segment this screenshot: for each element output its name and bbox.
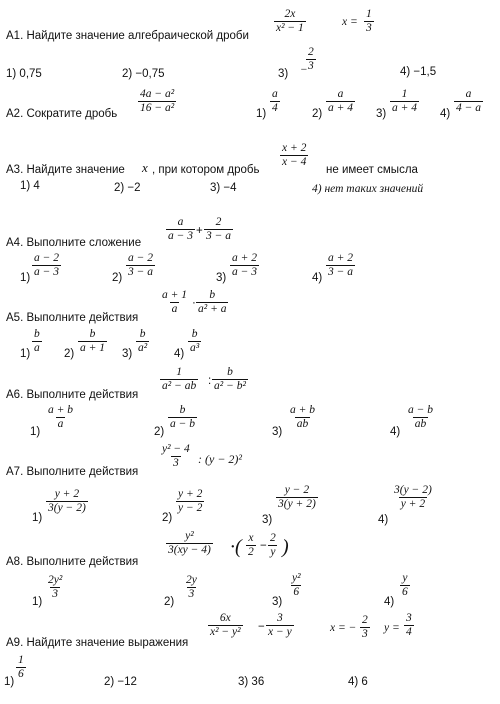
a5-opt4-den: a³ [190,342,200,355]
a2-option-2-label[interactable]: 2) [312,108,323,120]
a2-frac-den: 16 − a² [140,102,175,115]
a4-option-2-label[interactable]: 2) [112,272,123,284]
a8-option-4-label[interactable]: 4) [384,596,395,608]
a5-opt1-den: a [34,342,40,355]
a8-minus: − [260,540,267,552]
a8-option-4[interactable] [400,572,410,599]
a9-cxf-den: 3 [362,628,368,641]
a2-option-1[interactable] [270,88,280,115]
a2-option-3[interactable] [390,88,419,115]
a2-frac-num: 4a − a² [140,88,175,100]
a2-option-4-label[interactable]: 4) [440,108,451,120]
a7-option-2-label[interactable]: 2) [162,512,173,524]
a8-f1-num: y² [185,530,194,542]
a8-paren-frac-1 [246,532,256,559]
a9-fraction-2 [266,612,294,639]
a5-option-4-label[interactable]: 4) [174,348,185,360]
a4-opt2-den: 3 − a [128,266,154,279]
a8-opt4-num: y [402,572,408,584]
a4-opt1-den: a − 3 [34,266,60,279]
a6-opt2-den: a − b [170,418,196,431]
a9-fraction-1 [208,612,243,639]
a6-option-4-label[interactable]: 4) [390,426,401,438]
a5-opt4-num: b [191,328,198,340]
a5-f1-num: a + 1 [162,289,188,301]
a6-f1-den: a² − ab [162,380,197,393]
a3-option-1[interactable]: 1) 4 [20,180,40,192]
a2-opt1-den: 4 [272,102,278,115]
a8-option-1[interactable] [46,574,64,601]
a1-option-3[interactable]: 3) [278,68,289,80]
a4-f2-den: 3 − a [206,230,232,243]
a1-cond-frac [364,8,374,35]
a3-frac-num: x + 2 [282,142,307,154]
a9-minus: − [258,621,265,633]
a5-f2-den: a² + a [198,303,227,316]
a9-option-4[interactable]: 4) 6 [348,676,368,688]
a4-opt2-num: a − 2 [128,252,154,264]
a1-condition: x = [342,16,358,28]
a1-cond-num: 1 [366,8,372,20]
a5-opt2-num: b [89,328,96,340]
a2-opt2-den: a + 4 [328,102,354,115]
a4-plus: + [196,225,203,237]
a9-f1-num: 6x [219,612,231,624]
a1-opt3-sign: − [300,64,308,76]
a9-option-1[interactable] [16,654,26,681]
a3-fraction [280,142,308,169]
a2-opt1-num: a [272,88,278,100]
a9-cond-y-frac [404,612,414,639]
a5-option-1-label[interactable]: 1) [20,348,31,360]
a4-opt4-num: a + 2 [328,252,354,264]
a6-fraction-1 [160,366,198,393]
a8-paren-open: ·( [230,536,242,558]
a4-option-2[interactable] [126,252,155,279]
a6-divide: : [208,375,212,387]
a4-f1-den: a − 3 [168,230,194,243]
a9-f2-num: 3 [276,612,283,624]
a4-opt3-den: a − 3 [232,266,258,279]
a7-opt2-num: y + 2 [178,488,203,500]
a4-option-3[interactable] [230,252,259,279]
a8-f1-den: 3(xy − 4) [168,544,211,557]
a8-opt3-den: 6 [293,586,300,599]
a7-option-4-label[interactable]: 4) [378,514,389,526]
a4-fraction-1 [166,216,195,243]
a7-opt4-num: 3(y − 2) [394,484,432,496]
a8-p2-num: 2 [270,532,276,544]
a8-option-2-label[interactable]: 2) [164,596,175,608]
a4-opt1-num: a − 2 [34,252,60,264]
a2-option-4[interactable] [454,88,483,115]
a1-opt3-den: 3 [308,60,314,73]
a7-opt3-num: y − 2 [284,484,310,496]
a5-opt3-den: a² [138,342,148,355]
a5-question: А5. Выполните действия [6,312,139,324]
a3-frac-den: x − 4 [282,156,307,169]
a5-opt1-num: b [34,328,40,340]
a6-option-4[interactable] [406,404,435,431]
a7-option-1-label[interactable]: 1) [32,512,43,524]
a7-f1-num: y² − 4 [162,443,190,455]
a8-option-2[interactable] [184,574,199,601]
a7-fraction [160,443,192,470]
a2-option-3-label[interactable]: 3) [376,108,387,120]
a6-option-1-label[interactable]: 1) [30,426,41,438]
a4-opt3-num: a + 2 [232,252,258,264]
a3-question-part2: , при котором дробь [152,164,260,176]
a1-option-4[interactable]: 4) −1,5 [400,66,437,78]
a6-opt1-num: a + b [48,404,74,416]
a7-f1-den: 3 [173,457,179,470]
a4-opt4-den: 3 − a [328,266,354,279]
a5-times: · [192,297,196,309]
a6-f2-den: a² − b² [214,380,246,393]
a2-fraction [138,88,176,115]
a9-opt1-den: 6 [18,668,24,681]
a9-question: А9. Найдите значение выражения [6,637,189,649]
a5-option-2-label[interactable]: 2) [64,348,75,360]
a9-f2-den: x − y [268,626,292,639]
a6-option-2[interactable] [168,404,197,431]
a3-question-part3: не имеет смысла [326,164,418,176]
a5-fraction-2 [196,289,228,316]
a7-opt3-den: 3(y + 2) [278,498,316,511]
a8-opt4-den: 6 [402,586,408,599]
a5-option-1[interactable] [32,328,42,355]
a8-option-1-label[interactable]: 1) [32,596,43,608]
a2-opt3-den: a + 4 [392,102,418,115]
a9-cond-y: y = [384,622,400,634]
a8-p2-den: y [270,546,276,559]
a7-divisor: : (y − 2)² [198,452,243,466]
a1-cond-den: 3 [366,22,372,35]
a6-f2-num: b [227,366,233,378]
a2-opt4-num: a [465,88,472,100]
a4-option-3-label[interactable]: 3) [216,272,227,284]
a7-opt1-den: 3(y − 2) [48,502,86,515]
a4-f2-num: 2 [215,216,222,228]
a5-opt3-num: b [139,328,146,340]
a5-option-3[interactable] [136,328,149,355]
a9-cyf-num: 3 [406,612,412,624]
a8-opt1-num: 2y² [48,574,63,586]
a6-option-1[interactable] [46,404,75,431]
a9-cxf-num: 2 [362,614,368,626]
a2-option-2[interactable] [326,88,355,115]
a7-opt4-den: y + 2 [400,498,426,511]
a7-option-3-label[interactable]: 3) [262,514,273,526]
a9-cyf-den: 4 [406,626,412,639]
a8-paren-frac-2 [268,532,278,559]
a4-f1-num: a [177,216,184,228]
a8-paren-close: ) [282,536,289,558]
a1-option-1[interactable]: 1) 0,75 [6,68,42,80]
a5-option-4[interactable] [188,328,201,355]
a6-question: А6. Выполните действия [6,389,139,401]
a8-opt3-num: y² [292,572,301,584]
a8-opt2-den: 3 [188,588,195,601]
a8-question: А8. Выполните действия [6,556,139,568]
a3-variable: x [142,160,148,175]
a1-fraction [274,8,306,35]
a7-option-4[interactable] [392,484,434,511]
a4-option-1-label[interactable]: 1) [20,272,31,284]
a2-option-1-label[interactable]: 1) [256,108,267,120]
a1-option-2[interactable]: 2) −0,75 [122,68,165,80]
a3-question-part1: А3. Найдите значение [6,164,125,176]
a9-cond-x: x = − [330,622,357,634]
a7-option-3[interactable] [276,484,318,511]
a4-option-4[interactable] [326,252,355,279]
a9-opt1-num: 1 [18,654,24,666]
a2-opt2-num: a [337,88,344,100]
a9-f1-den: x² − y² [210,626,241,639]
a1-frac-den: x² − 1 [276,22,304,35]
a1-question: А1. Найдите значение алгебраической дроби [6,30,249,42]
a9-option-1-label[interactable]: 1) [4,676,15,688]
a6-opt1-den: a [57,418,64,431]
a4-option-4-label[interactable]: 4) [312,272,323,284]
a8-option-3[interactable] [290,572,303,599]
a3-option-2[interactable]: 2) −2 [114,182,141,194]
a7-question: А7. Выполните действия [6,466,139,478]
a3-option-4[interactable]: 4) нет таких значений [312,183,424,195]
a4-question: А4. Выполните сложение [6,237,142,249]
a6-option-3[interactable] [288,404,317,431]
a6-opt3-den: ab [296,418,309,431]
a1-opt3-frac [306,46,316,73]
a2-opt3-num: 1 [401,88,408,100]
a7-option-1[interactable] [46,488,88,515]
a8-fraction [166,530,213,557]
a8-option-3-label[interactable]: 3) [272,596,283,608]
a2-question: А2. Сократите дробь [6,108,118,120]
a5-option-3-label[interactable]: 3) [122,348,133,360]
a4-option-1[interactable] [32,252,61,279]
a2-opt4-den: 4 − a [456,102,482,115]
a6-opt3-num: a + b [290,404,316,416]
a7-opt2-den: y − 2 [178,502,203,515]
a9-cond-x-frac [360,614,370,641]
a1-frac-num: 2x [284,8,296,20]
a6-option-2-label[interactable]: 2) [154,426,165,438]
a8-opt2-num: 2y [186,574,197,586]
a8-p1-den: 2 [248,546,254,559]
a7-opt1-num: y + 2 [54,488,80,500]
a5-option-2[interactable] [78,328,107,355]
a5-opt2-den: a + 1 [80,342,106,355]
a8-opt1-den: 3 [52,588,59,601]
a5-fraction-1 [160,289,189,316]
a5-f1-den: a [171,303,178,316]
a6-f1-num: 1 [176,366,182,378]
a9-option-3[interactable]: 3) 36 [238,676,265,688]
a6-opt2-num: b [179,404,186,416]
a6-option-3-label[interactable]: 3) [272,426,283,438]
a7-option-2[interactable] [176,488,204,515]
a6-opt4-den: ab [414,418,427,431]
a9-option-2[interactable]: 2) −12 [104,676,137,688]
a6-opt4-num: a − b [408,404,434,416]
a1-opt3-num: 2 [308,46,314,58]
a8-p1-num: x [248,532,254,544]
a5-f2-num: b [209,289,216,301]
a3-option-3[interactable]: 3) −4 [210,182,237,194]
a6-fraction-2 [212,366,248,393]
a4-fraction-2 [204,216,233,243]
